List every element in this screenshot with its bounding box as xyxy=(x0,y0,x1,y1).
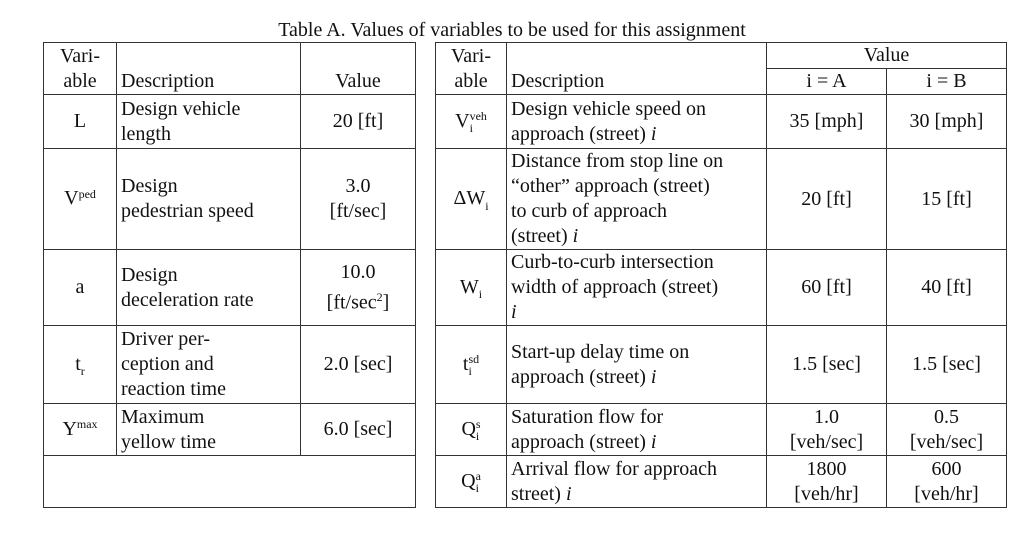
right-description: Saturation flow for approach (street) i xyxy=(507,404,767,456)
value-a: 35 [mph] xyxy=(767,95,887,149)
value-a: 60 [ft] xyxy=(767,250,887,326)
value-b: 1.5 [sec] xyxy=(887,326,1007,404)
value-b: 600 [veh/hr] xyxy=(887,456,1007,508)
variable-symbol: L xyxy=(73,110,87,132)
variable-symbol: Q xyxy=(461,417,476,440)
variable-symbol: a xyxy=(75,276,85,298)
empty-cell xyxy=(44,456,416,508)
left-value-header: Value xyxy=(301,43,416,95)
value-a: 1800 [veh/hr] xyxy=(767,456,887,508)
right-variable-header: Vari- able xyxy=(436,43,507,95)
right-description: Design vehicle speed on approach (street) i xyxy=(507,95,767,149)
right-symbol: V veh i xyxy=(436,95,507,149)
right-description: Distance from stop line on “other” approach (street) to curb of approach (street) i xyxy=(507,149,767,250)
value-a-header: i = A xyxy=(767,69,887,95)
variable-symbol: Y xyxy=(62,417,77,440)
left-symbol: t r xyxy=(44,326,117,404)
variable-symbol: ΔW xyxy=(453,187,486,210)
variable-symbol: V xyxy=(64,187,79,210)
left-value: 2.0 [sec] xyxy=(301,326,416,404)
value-a: 1.0 [veh/sec] xyxy=(767,404,887,456)
left-value: 3.0 [ft/sec] xyxy=(301,149,416,250)
variable-symbol: W xyxy=(459,275,479,298)
right-description-header: Description xyxy=(507,43,767,95)
table-caption: Table A. Values of variables to be used for this assignment xyxy=(278,19,746,41)
left-symbol xyxy=(44,95,117,149)
variable-symbol: V xyxy=(455,109,470,132)
value-b: 15 [ft] xyxy=(887,149,1007,250)
value-b: 30 [mph] xyxy=(887,95,1007,149)
value-a: 1.5 [sec] xyxy=(767,326,887,404)
column-gap xyxy=(416,43,436,508)
left-symbol: Y max xyxy=(44,404,117,456)
right-symbol: Q a i xyxy=(436,456,507,508)
value-b: 0.5 [veh/sec] xyxy=(887,404,1007,456)
variable-symbol: t xyxy=(75,352,81,375)
left-description: Driver per- ception and reaction time xyxy=(117,326,301,404)
left-description: Design pedestrian speed xyxy=(117,149,301,250)
left-symbol: V ped xyxy=(44,149,117,250)
right-value-group-header: Value xyxy=(767,43,1007,69)
right-symbol: t sd i xyxy=(436,326,507,404)
value-a: 20 [ft] xyxy=(767,149,887,250)
right-symbol: Q s i xyxy=(436,404,507,456)
right-description: Start-up delay time on approach (street) i xyxy=(507,326,767,404)
value-b: 40 [ft] xyxy=(887,250,1007,326)
left-description: Maximum yellow time xyxy=(117,404,301,456)
variable-symbol: Q xyxy=(461,469,476,492)
left-description: Design vehicle length xyxy=(117,95,301,149)
value-b-header: i = B xyxy=(887,69,1007,95)
variable-symbol: t xyxy=(462,352,469,375)
right-description: Curb-to-curb intersection width of approach (street) i xyxy=(507,250,767,326)
left-value: 10.0 $[ft/\sec^2]$ xyxy=(301,250,416,326)
left-description-header: Description xyxy=(117,43,301,95)
left-symbol xyxy=(44,250,117,326)
left-description: Design deceleration rate xyxy=(117,250,301,326)
left-value: 20 [ft] xyxy=(301,95,416,149)
left-variable-header: Vari- able xyxy=(44,43,117,95)
left-value: 6.0 [sec] xyxy=(301,404,416,456)
right-description: Arrival flow for approach street) i xyxy=(507,456,767,508)
right-symbol: W i xyxy=(436,250,507,326)
right-symbol: ΔW i xyxy=(436,149,507,250)
variables-table xyxy=(43,42,1007,508)
